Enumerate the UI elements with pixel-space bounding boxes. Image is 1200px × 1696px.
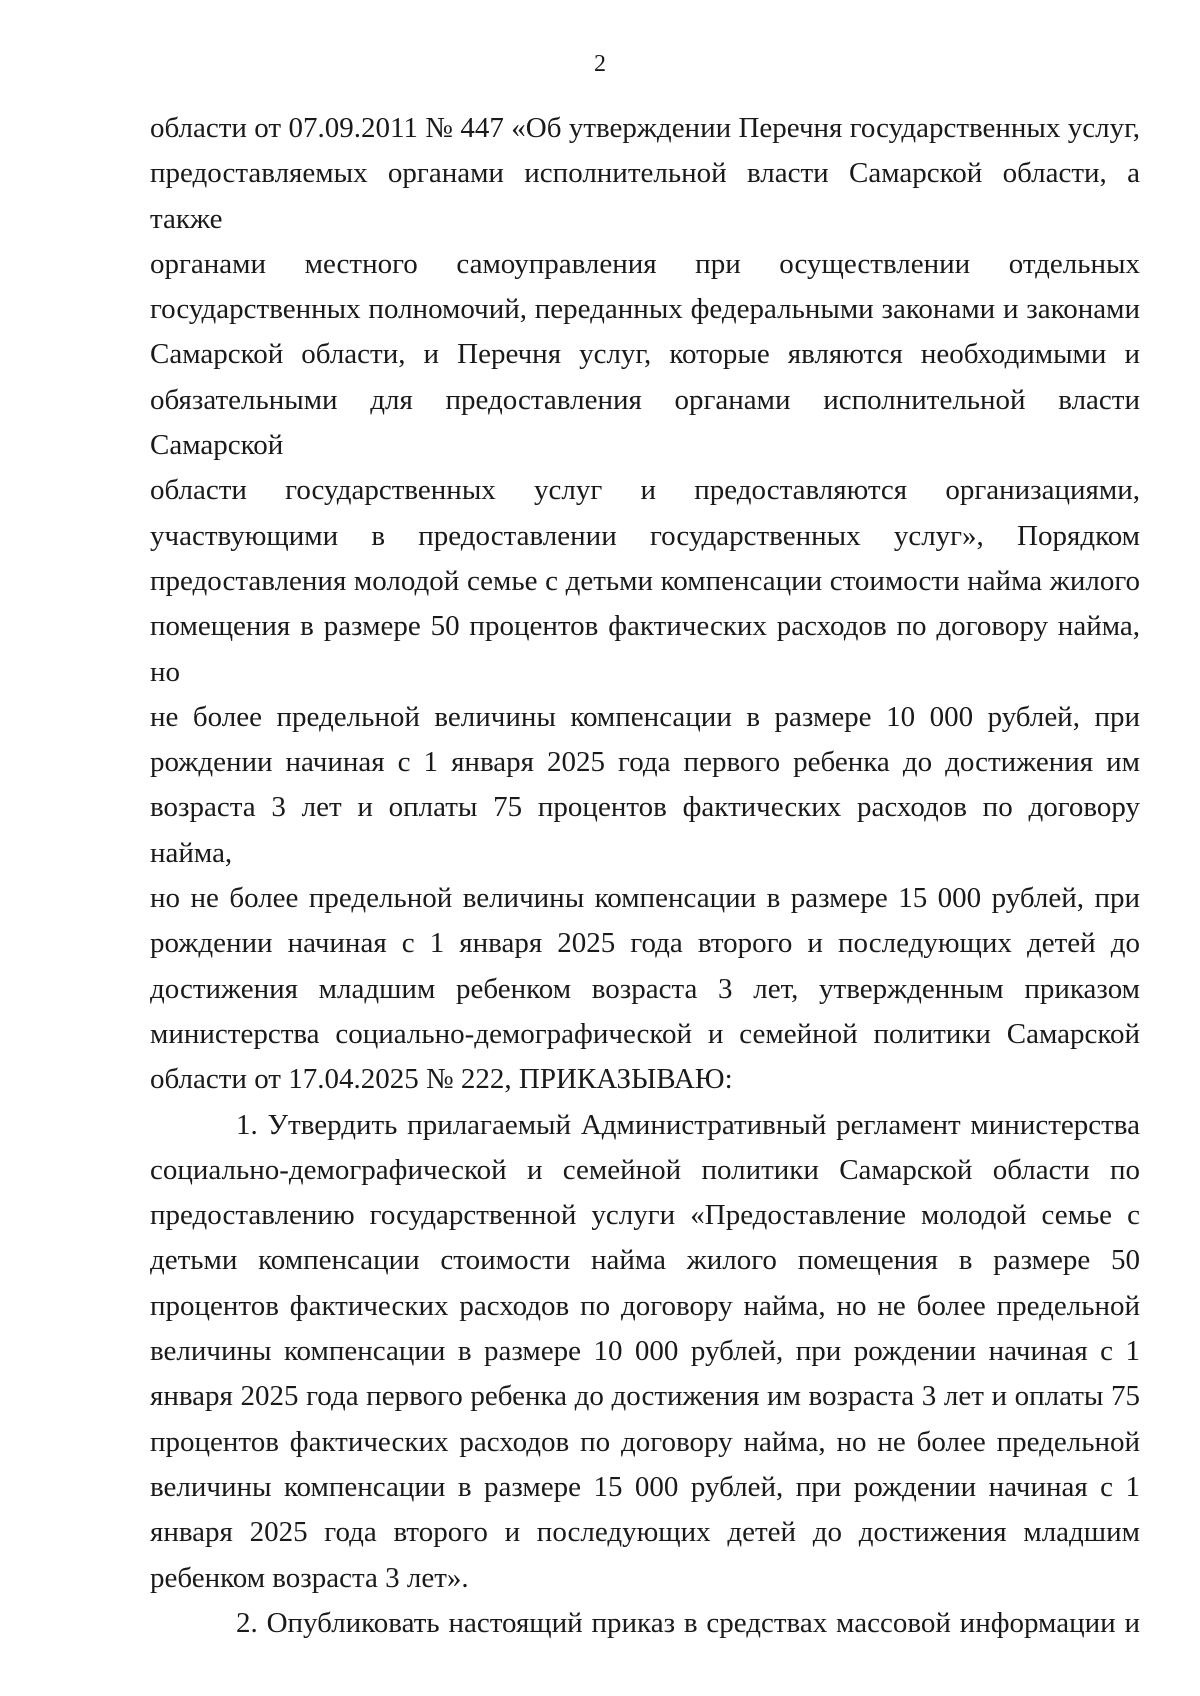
text-line: министерства социально-демографической и семейной политики Самарской — [150, 1017, 1140, 1050]
text-line: достижения младшим ребенком возраста 3 лет, утвержденным приказом — [150, 972, 1140, 1005]
page-number: 2 — [594, 51, 606, 77]
text-line: 2. Опубликовать настоящий приказ в средствах массовой информации и — [236, 1606, 1140, 1639]
text-line: предоставления молодой семье с детьми компенсации стоимости найма жилого — [150, 564, 1140, 597]
text-line: государственных полномочий, переданных федеральными законами и законами — [150, 293, 1140, 326]
text-line: социально-демографической и семейной политики Самарской области по — [150, 1153, 1140, 1186]
text-line: возраста 3 лет и оплаты 75 процентов фактических расходов по договору найма, — [150, 791, 1140, 869]
text-line: области от 07.09.2011 № 447 «Об утверждении Перечня государственных услуг, — [150, 112, 1140, 144]
text-line: величины компенсации в размере 15 000 рублей, при рождении начиная с 1 — [150, 1470, 1140, 1503]
paragraph-item-2 — [150, 1601, 1140, 1646]
text-line: рождении начиная с 1 января 2025 года второго и последующих детей до — [150, 927, 1140, 960]
text-line: января 2025 года первого ребенка до достижения им возраста 3 лет и оплаты 75 — [150, 1380, 1140, 1413]
text-line: процентов фактических расходов по договору найма, но не более предельной — [150, 1289, 1140, 1322]
text-line: но не более предельной величины компенсации в размере 15 000 рублей, при — [150, 882, 1140, 915]
text-line: участвующими в предоставлении государственных услуг», Порядком — [150, 519, 1140, 552]
document-body — [150, 106, 1140, 1646]
text-line: предоставляемых органами исполнительной власти Самарской области, а также — [150, 157, 1140, 235]
text-line: области от 17.04.2025 № 222, ПРИКАЗЫВАЮ: — [150, 1063, 733, 1096]
paragraph-preamble — [150, 106, 1140, 1103]
text-line: 1. Утвердить прилагаемый Административный регламент министерства — [236, 1108, 1140, 1141]
text-line: рождении начиная с 1 января 2025 года первого ребенка до достижения им — [150, 746, 1140, 779]
text-line: ребенком возраста 3 лет». — [150, 1561, 469, 1594]
text-line: обязательными для предоставления органами исполнительной власти Самарской — [150, 383, 1140, 462]
text-line: помещения в размере 50 процентов фактических расходов по договору найма, но — [150, 610, 1140, 688]
paragraph-item-1 — [150, 1103, 1140, 1601]
text-line: Самарской области, и Перечня услуг, которые являются необходимыми и — [150, 338, 1140, 371]
text-line: предоставлению государственной услуги «Предоставление молодой семье с — [150, 1199, 1140, 1232]
text-line: не более предельной величины компенсации в размере 10 000 рублей, при — [150, 700, 1140, 733]
text-line: органами местного самоуправления при осуществлении отдельных — [150, 247, 1140, 280]
text-line: детьми компенсации стоимости найма жилого помещения в размере 50 — [150, 1244, 1140, 1277]
text-line: области государственных услуг и предоставляются организациями, — [150, 474, 1140, 507]
text-line: января 2025 года второго и последующих детей до достижения младшим — [150, 1516, 1140, 1549]
text-line: величины компенсации в размере 10 000 рублей, при рождении начиная с 1 — [150, 1335, 1140, 1368]
text-line: процентов фактических расходов по договору найма, но не более предельной — [150, 1425, 1140, 1458]
